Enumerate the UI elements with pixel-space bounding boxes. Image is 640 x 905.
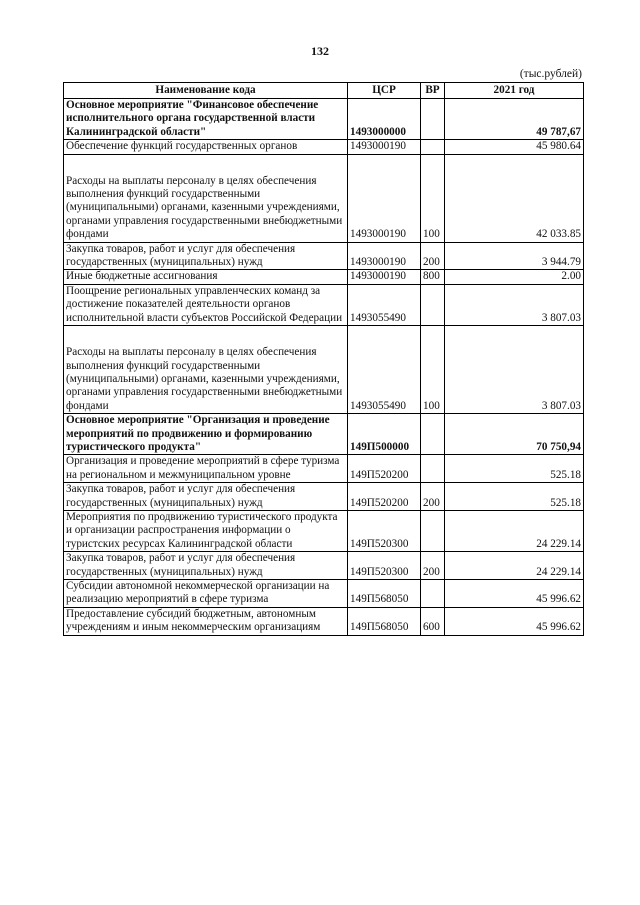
table-header-row	[64, 83, 584, 99]
row-csr: 149П500000	[348, 414, 421, 455]
row-name: Основное мероприятие "Финансовое обеспечение исполнительного органа государственной власти Калининградской области"	[64, 99, 348, 140]
row-amount: 70 750,94	[445, 414, 584, 455]
row-name: Организация и проведение мероприятий в сфере туризма на региональном и межмуниципальном уровне	[64, 455, 348, 483]
table-row	[64, 455, 584, 483]
table-row	[64, 242, 584, 270]
row-amount: 24 229.14	[445, 510, 584, 551]
table-row	[64, 326, 584, 414]
row-csr: 1493055490	[348, 326, 421, 414]
row-vr: 200	[421, 242, 445, 270]
table-row	[64, 607, 584, 635]
row-name: Предоставление субсидий бюджетным, автономным учреждениям и иным некоммерческим организациям	[64, 607, 348, 635]
row-name: Расходы на выплаты персоналу в целях обеспечения выполнения функций государственными (муниципальными) органами, казенными учреждениями, органами управления государственными внебюджетными фондами	[64, 154, 348, 242]
row-vr: 600	[421, 607, 445, 635]
row-vr	[421, 580, 445, 608]
table-row	[64, 154, 584, 242]
table-row	[64, 99, 584, 140]
row-csr: 1493055490	[348, 284, 421, 325]
page-number: 132	[311, 44, 329, 58]
row-amount: 45 996.62	[445, 580, 584, 608]
row-vr	[421, 414, 445, 455]
row-name: Мероприятия по продвижению туристического продукта и организации распространения информации о туристских ресурсах Калининградской области	[64, 510, 348, 551]
row-csr: 1493000190	[348, 154, 421, 242]
row-vr: 100	[421, 326, 445, 414]
header-csr: ЦСР	[348, 83, 421, 99]
row-vr	[421, 284, 445, 325]
table-row	[64, 552, 584, 580]
header-name: Наименование кода	[64, 83, 348, 99]
row-vr	[421, 510, 445, 551]
row-amount: 3 807.03	[445, 326, 584, 414]
row-amount: 24 229.14	[445, 552, 584, 580]
row-vr	[421, 455, 445, 483]
row-name: Субсидии автономной некоммерческой организации на реализацию мероприятий в сфере туризма	[64, 580, 348, 608]
table-row	[64, 483, 584, 511]
row-name: Закупка товаров, работ и услуг для обеспечения государственных (муниципальных) нужд	[64, 552, 348, 580]
row-amount: 45 996.62	[445, 607, 584, 635]
budget-table	[63, 82, 584, 636]
row-csr: 1493000190	[348, 140, 421, 154]
row-name: Закупка товаров, работ и услуг для обеспечения государственных (муниципальных) нужд	[64, 483, 348, 511]
row-name: Основное мероприятие "Организация и проведение мероприятий по продвижению и формированию туристического продукта"	[64, 414, 348, 455]
header-amount: 2021 год	[445, 83, 584, 99]
row-vr: 200	[421, 483, 445, 511]
row-amount: 2.00	[445, 270, 584, 284]
row-csr: 1493000000	[348, 99, 421, 140]
table-row	[64, 580, 584, 608]
row-amount: 45 980.64	[445, 140, 584, 154]
table-row	[64, 414, 584, 455]
row-amount: 49 787,67	[445, 99, 584, 140]
row-amount: 3 807.03	[445, 284, 584, 325]
row-name: Обеспечение функций государственных органов	[64, 140, 348, 154]
header-vr: ВР	[421, 83, 445, 99]
row-name: Поощрение региональных управленческих команд за достижение показателей деятельности органов исполнительной власти субъектов Российской Федерации	[64, 284, 348, 325]
row-name: Закупка товаров, работ и услуг для обеспечения государственных (муниципальных) нужд	[64, 242, 348, 270]
row-csr: 149П568050	[348, 580, 421, 608]
row-amount: 525.18	[445, 483, 584, 511]
row-amount: 525.18	[445, 455, 584, 483]
table-row	[64, 270, 584, 284]
row-vr	[421, 99, 445, 140]
row-vr: 200	[421, 552, 445, 580]
row-amount: 42 033.85	[445, 154, 584, 242]
row-amount: 3 944.79	[445, 242, 584, 270]
row-csr: 149П520300	[348, 510, 421, 551]
table-row	[64, 284, 584, 325]
units-label: (тыс.рублей)	[519, 68, 582, 80]
row-vr: 100	[421, 154, 445, 242]
table-row	[64, 510, 584, 551]
row-name: Расходы на выплаты персоналу в целях обеспечения выполнения функций государственными (муниципальными) органами, казенными учреждениями, органами управления государственными внебюджетными фондами	[64, 326, 348, 414]
row-vr: 800	[421, 270, 445, 284]
row-name: Иные бюджетные ассигнования	[64, 270, 348, 284]
row-vr	[421, 140, 445, 154]
row-csr: 149П568050	[348, 607, 421, 635]
row-csr: 1493000190	[348, 242, 421, 270]
row-csr: 149П520300	[348, 552, 421, 580]
row-csr: 149П520200	[348, 455, 421, 483]
row-csr: 149П520200	[348, 483, 421, 511]
row-csr: 1493000190	[348, 270, 421, 284]
table-row	[64, 140, 584, 154]
